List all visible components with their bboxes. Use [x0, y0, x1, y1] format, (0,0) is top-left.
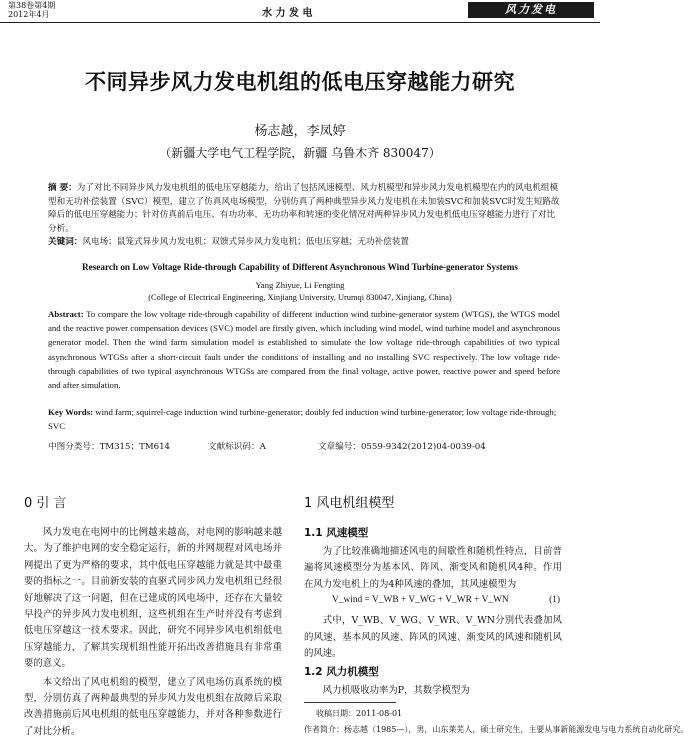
keywords-cn-text: 风电场；鼠笼式异步风力发电机；双馈式异步风力发电机；低电压穿越；无功补偿装置	[82, 237, 409, 247]
keywords-cn-label: 关键词：	[48, 237, 83, 247]
abstract-en-label: Abstract:	[48, 309, 84, 319]
turbine-model-paragraph: 风力机吸收功率为P，其数学模型为	[322, 685, 470, 697]
clc-number: 中图分类号：TM315；TM614	[48, 442, 171, 452]
intro-paragraph: 风力发电在电网中的比例越来越高，对电网的影响越来越大。为了维护电网的安全稳定运行，新的并网规程对风电场并网提出了更为严格的要求，其中低电压穿越能力就是其中最重要的指标之一。目前新安装的直驱式同步风力发电机组已经很好地解决了这一问题，但在已建成的风电场中，还存在大量较早投产的异步风力发电机组，这些机组在生产时并没有考虑到低电压穿越这一技术要求。因此，研究不同异步风电机组低电压穿越能力，了解其实现机组性能开拓出改善措施具有非常重要的意义。	[24, 527, 282, 670]
wind-model-paragraph: 为了比较准确地描述风电的间歇性和随机性特点，目前普遍将风速模型分为基本风、阵风、渐变风和随机风4种。作用在风力发电机上的为4种风速的叠加，其风速模型为	[304, 546, 562, 590]
volume-number: 第38卷第4期	[8, 1, 56, 10]
running-header	[0, 0, 600, 23]
right-column	[304, 492, 562, 702]
equation-1	[304, 595, 562, 611]
article-number: 文章编号：0559-9342(2012)04-0039-04	[318, 442, 486, 452]
section-heading-model: 1 风电机组模型	[304, 496, 395, 511]
paper-title: 不同异步风力发电机组的低电压穿越能力研究	[85, 70, 515, 94]
author-introduction: 作者简介：杨志越（1985—），男，山东莱芜人，硕士研究生，主要从事新能源发电与电力系统自动化研究。	[304, 725, 688, 734]
english-authors: Yang Zhiyue, Li Fengting	[255, 280, 345, 290]
keywords-en-label: Key Words:	[48, 407, 94, 417]
received-date: 收稿日期：2011-08-01	[316, 709, 403, 718]
keywords-en-text: wind farm; squirrel-cage induction wind turbine-generator; doubly fed induction wind turbine-generator; low voltage ride-through; SVC	[48, 407, 557, 432]
abstract-en	[48, 307, 560, 392]
abstract-cn-text: 为了对比不同异步风力发电机组的低电压穿越能力，给出了包括风速模型、风力机模型和异步风力发电机模型在内的风电机组模型和无功补偿装置（SVC）模型，建立了仿真风电场模型，分别仿真了两种典型异步风力发电机在未加装SVC和加装SVC时发生短路故障后的低电压穿越能力；针对仿真前后电压、有功功率、无功功率和转速的变化情况对两种异步风力发电机低电压穿越能力进行了对比分析。	[48, 183, 560, 234]
left-column	[24, 492, 282, 742]
subsection-heading-turbine: 1.2 风力机模型	[304, 666, 379, 679]
section-heading-intro: 0 引 言	[24, 496, 67, 511]
subsection-heading-wind: 1.1 风速模型	[304, 527, 369, 539]
keywords-en	[48, 405, 560, 433]
intro-paragraph: 本文给出了风电机组的模型，建立了风电场仿真系统的模型，分别仿真了两种最典型的异步风力发电机组在故障后采取改善措施前后风电机组的低电压穿越能力，并对各种参数进行了对比分析。	[24, 676, 282, 737]
keywords-cn	[48, 236, 560, 249]
equation-explanation: 式中，V_WB、V_WG、V_WR、V_WN分别代表叠加风的风速、基本风的风速、阵风的风速、渐变风的风速和随机风的风速。	[304, 615, 562, 660]
paper-affiliation: （新疆大学电气工程学院，新疆 乌鲁木齐 830047）	[159, 146, 441, 160]
equation-number: (1)	[549, 595, 560, 606]
volume-info	[8, 1, 55, 19]
footnote-rule	[304, 702, 396, 703]
equation-expression: V_wind = V_WB + V_WG + V_WR + V_WN	[332, 595, 509, 606]
column-brand: 风力发电	[468, 2, 594, 18]
issue-date: 2012年4月	[8, 10, 50, 19]
document-code: 文献标识码：A	[208, 442, 266, 452]
abstract-cn-label: 摘 要：	[48, 183, 77, 193]
english-affiliation: (College of Electrical Engineering, Xinjiang University, Urumqi 830047, Xinjiang, China)	[148, 293, 452, 302]
abstract-cn	[48, 182, 560, 236]
english-title: Research on Low Voltage Ride-through Capability of Different Asynchronous Wind Turbine-generator Systems	[81, 262, 519, 272]
journal-name: 水 力 发 电	[262, 8, 313, 19]
paper-authors: 杨志越，李凤婷	[254, 124, 346, 139]
abstract-en-text: To compare the low voltage ride-through capability of different induction wind turbine-generator system (WTGS), the WTGS model and the reactive power compensation devices (SVC) model are firstly given, which including wind model, wind turbine model and asynchronous generator model. Then the wind farm simulation model is established to simulate the low voltage ride-through capabilities of two typical asynchronous WTGSs after a short-circuit fault under the conditions of installing and no installing SVC respectively. The low voltage ride-through capabilities of two typical asynchronous WTGSs are compared from the final voltage, active power, reactive power and speed before and after simulation.	[48, 309, 560, 391]
